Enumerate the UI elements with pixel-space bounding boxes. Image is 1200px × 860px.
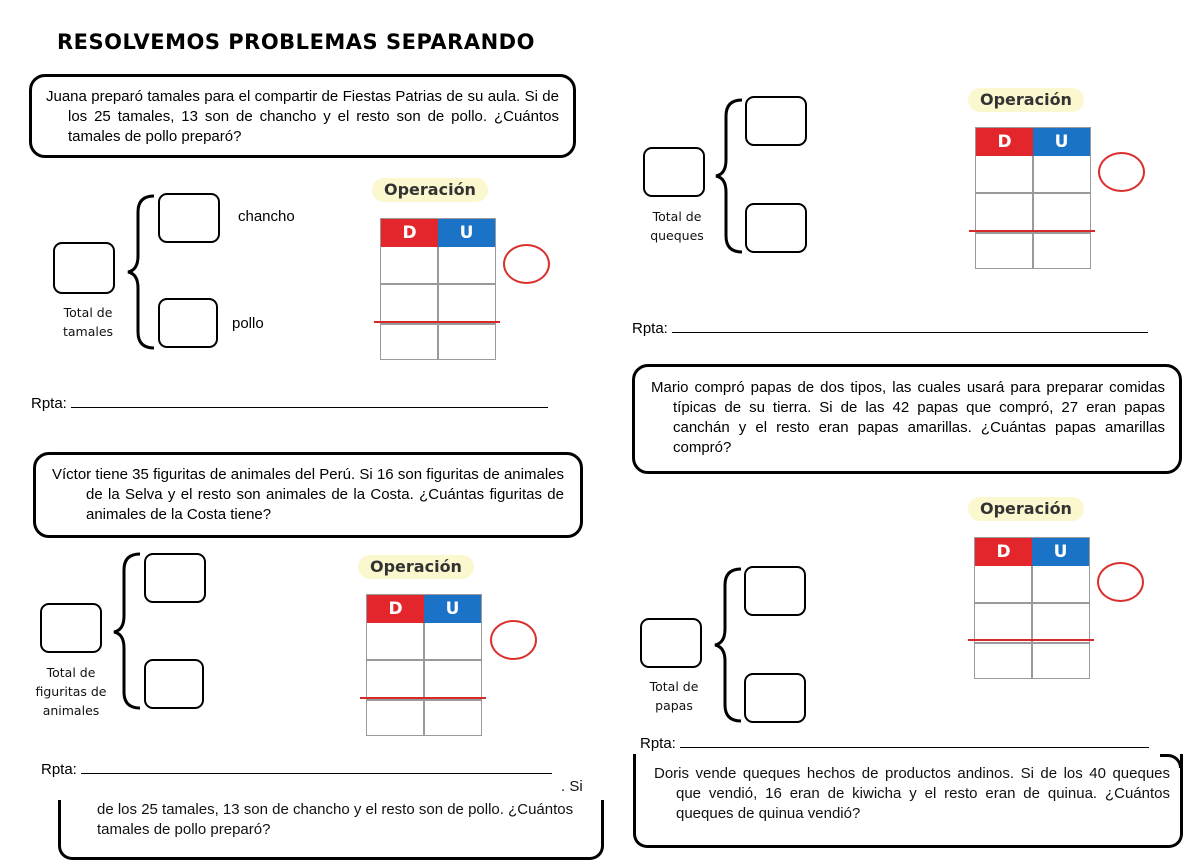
- rpta-label: Rpta:: [41, 761, 77, 778]
- operation-sign-circle[interactable]: [503, 244, 550, 284]
- grid-header-d: D: [976, 128, 1033, 156]
- part-2-answer-box[interactable]: [744, 673, 806, 723]
- subtraction-line: [968, 639, 1094, 641]
- problem-1-text: Juana preparó tamales para el compartir de Fiestas Patrias de su aula. Si de los 25 tamales, 13 son de chancho y el resto son de pollo. ¿Cuántos tamales de pollo preparó?: [46, 88, 559, 145]
- operation-title: Operación: [358, 555, 474, 579]
- grid-header-d: D: [367, 595, 424, 623]
- rpta-label: Rpta:: [31, 395, 67, 412]
- problem-2-box: [33, 452, 583, 538]
- du-grid: [975, 127, 1091, 269]
- operation-title: Operación: [372, 178, 488, 202]
- du-grid: [974, 537, 1090, 679]
- grid-header-d: D: [381, 219, 438, 247]
- subtraction-line: [374, 321, 500, 323]
- overflow-problem-text: de los 25 tamales, 13 son de chancho y el resto son de pollo. ¿Cuántos tamales de pollo preparó?: [97, 801, 574, 838]
- total-label-line-2: queques: [650, 228, 704, 243]
- grid-header-u: U: [424, 595, 481, 623]
- part-2-answer-box[interactable]: [144, 659, 204, 709]
- total-label-line-1: Total de: [63, 305, 113, 320]
- problem-2-text: Víctor tiene 35 figuritas de animales del Perú. Si 16 son figuritas de animales de la Selva y el resto son animales de la Costa. ¿Cuántas figuritas de animales de la Costa tiene?: [52, 466, 564, 523]
- total-label: [634, 207, 720, 245]
- part-1-answer-box[interactable]: [158, 193, 220, 243]
- total-answer-box[interactable]: [40, 603, 102, 653]
- du-grid: [380, 218, 496, 360]
- total-label: [631, 677, 717, 715]
- page-title: RESOLVEMOS PROBLEMAS SEPARANDO: [57, 30, 535, 54]
- operation-sign-circle[interactable]: [1098, 152, 1145, 192]
- total-answer-box[interactable]: [643, 147, 705, 197]
- part-1-label: chancho: [238, 208, 295, 225]
- grid-header-u: U: [1033, 128, 1090, 156]
- rpta-line-4[interactable]: [640, 735, 1149, 752]
- total-label-line-2: tamales: [62, 324, 114, 339]
- problem-5-text: Doris vende queques hechos de productos andinos. Si de los 40 queques que vendió, 16 eran de kiwicha y el resto eran de quinua. ¿Cuántos queques de quinua vendió?: [654, 765, 1170, 822]
- rpta-line-3[interactable]: [632, 320, 1148, 337]
- operation-title: Operación: [968, 88, 1084, 112]
- rpta-line-1[interactable]: [31, 395, 548, 412]
- problem-4-box: [632, 364, 1182, 474]
- problem-1-box: [29, 74, 576, 158]
- part-2-answer-box[interactable]: [158, 298, 218, 348]
- operation-sign-circle[interactable]: [1097, 562, 1144, 602]
- part-1-answer-box[interactable]: [745, 96, 807, 146]
- problem-4-text: Mario compró papas de dos tipos, las cuales usará para preparar comidas típicas de su tierra. Si de las 42 papas que compró, 27 eran papas canchán y el resto eran papas amarillas. ¿Cuántas papas amarillas compró?: [651, 379, 1165, 456]
- rpta-line-2[interactable]: [41, 761, 552, 778]
- grid-header-u: U: [438, 219, 495, 247]
- rpta-label: Rpta:: [640, 735, 676, 752]
- total-label-line-2: papas: [655, 698, 693, 713]
- part-1-answer-box[interactable]: [744, 566, 806, 616]
- part-2-answer-box[interactable]: [745, 203, 807, 253]
- overflow-si: . Si: [561, 778, 583, 795]
- total-label-line-3: animales: [42, 703, 100, 718]
- total-label: [28, 663, 114, 720]
- operation-sign-circle[interactable]: [490, 620, 537, 660]
- total-label-line-1: Total de: [46, 665, 96, 680]
- du-grid: [366, 594, 482, 736]
- total-answer-box[interactable]: [640, 618, 702, 668]
- total-label: [45, 303, 131, 341]
- total-label-line-2: figuritas de: [35, 684, 107, 699]
- part-1-answer-box[interactable]: [144, 553, 206, 603]
- problem-5-box: [633, 754, 1183, 848]
- part-2-label: pollo: [232, 315, 264, 332]
- subtraction-line: [360, 697, 486, 699]
- grid-header-d: D: [975, 538, 1032, 566]
- rpta-label: Rpta:: [632, 320, 668, 337]
- grid-header-u: U: [1032, 538, 1089, 566]
- overflow-problem-box: [58, 800, 604, 860]
- total-label-line-1: Total de: [652, 209, 702, 224]
- total-label-line-1: Total de: [649, 679, 699, 694]
- total-answer-box[interactable]: [53, 242, 115, 294]
- subtraction-line: [969, 230, 1095, 232]
- operation-title: Operación: [968, 497, 1084, 521]
